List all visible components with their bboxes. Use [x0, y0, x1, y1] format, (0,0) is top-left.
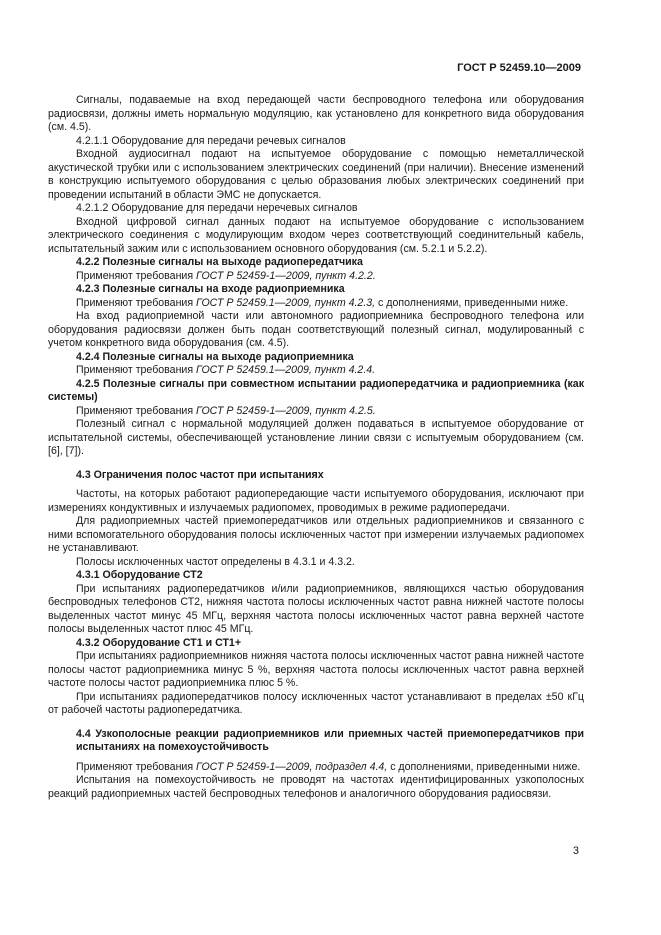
paragraph: Входной аудиосигнал подают на испытуемое оборудование с помощью неметаллической акустической трубки или с использованием электрических соединений (при наличии). Внесение изменений в конструкцию испытуемого оборудования с целью образования любых электрических соединений при проведении испытаний в области ЭМС не допускается.	[48, 148, 584, 201]
document-body	[48, 94, 584, 801]
paragraph: Полосы исключенных частот определены в 4.3.1 и 4.3.2.	[76, 555, 355, 568]
standard-reference: ГОСТ Р 52459-1—2009, пункт 4.2.2.	[196, 269, 376, 282]
section-heading: 4.4 Узкополосные реакции радиоприемников или приемных частей приемопередатчиков при испытаниях на помехоустойчивость	[76, 727, 584, 753]
section-heading: 4.3.1 Оборудование СТ2	[76, 569, 203, 581]
paragraph-text: Применяют требования	[76, 364, 197, 376]
paragraph: Для радиоприемных частей приемопередатчиков или отдельных радиоприемников и связанного с ними вспомогательного оборудования полосы исключенных частот при измерении излучаемых радиопомех не устанавливают.	[48, 515, 584, 554]
paragraph-text: Применяют требования	[76, 296, 197, 309]
standard-reference: ГОСТ Р 52459.1—2009, пункт 4.2.4.	[196, 364, 376, 376]
section-heading: 4.2.3 Полезные сигналы на входе радиоприемника	[76, 283, 345, 295]
paragraph: Испытания на помехоустойчивость не проводят на частотах идентифицированных узкополосных реакций радиоприемных частей беспроводных телефонов и аналогичного оборудования радиосвязи.	[48, 774, 584, 800]
standard-reference: ГОСТ Р 52459-1—2009, подраздел 4.4,	[196, 760, 388, 773]
paragraph-text: Применяют требования	[76, 404, 197, 417]
document-header: ГОСТ Р 52459.10—2009	[457, 62, 581, 74]
section-heading: 4.2.4 Полезные сигналы на выходе радиоприемника	[76, 350, 354, 363]
section-heading: 4.2.5 Полезные сигналы при совместном испытании радиопередатчика и радиоприемника (как системы)	[48, 377, 584, 403]
standard-reference: ГОСТ Р 52459.1—2009, пункт 4.2.3,	[196, 296, 376, 309]
paragraph: Сигналы, подаваемые на вход передающей части беспроводного телефона или оборудования радиосвязи, должны иметь нормальную модуляцию, как установлено для конкретного вида оборудования (см. 4.5).	[48, 94, 584, 133]
paragraph: Входной цифровой сигнал данных подают на испытуемое оборудование с использованием электрического соединения с модулирующим входом через соответствующий соединительный кабель, испытательный зажим или с использованием основного оборудования (см. 5.2.1 и 5.2.2).	[48, 215, 584, 255]
paragraph: При испытаниях радиопередатчиков и/или радиоприемников, являющихся частью оборудования беспроводных телефонов СТ2, нижняя частота полосы исключенных частот равна нижней частоте полосы выделенных частот минус 45 МГц, верхняя частота полосы исключенных частот равна верхней частоте полосы выделенных частот плюс 45 МГц.	[48, 582, 584, 635]
paragraph: При испытаниях радиопередатчиков полосу исключенных частот устанавливают в пределах ±50 кГц от рабочей частоты радиопередатчика.	[48, 690, 584, 716]
subsection-heading: 4.2.1.2 Оборудование для передачи неречевых сигналов	[76, 202, 358, 214]
section-heading: 4.3.2 Оборудование СТ1 и СТ1+	[76, 636, 242, 649]
paragraph-text: Применяют требования	[76, 269, 197, 282]
paragraph: Частоты, на которых работают радиопередающие части испытуемого оборудования, исключают при измерениях кондуктивных и излучаемых радиопомех, проводимых в режиме радиопередачи.	[48, 488, 584, 514]
paragraph	[48, 364, 584, 378]
paragraph	[48, 405, 584, 419]
paragraph	[48, 297, 584, 311]
paragraph-text: с дополнениями, приведенными ниже.	[375, 296, 569, 309]
paragraph	[48, 761, 584, 775]
paragraph-text: Применяют требования	[76, 760, 197, 773]
section-heading: 4.3 Ограничения полос частот при испытаниях	[76, 468, 324, 481]
paragraph-text: с дополнениями, приведенными ниже.	[387, 760, 581, 773]
paragraph	[48, 270, 584, 284]
paragraph: На вход радиоприемной части или автономного радиоприемника беспроводного телефона или оборудования радиосвязи должен быть подан соответствующий полезный сигнал, модулированный с учетом конкретного вида оборудования (см. 4.5).	[48, 310, 584, 349]
page-number: 3	[572, 845, 579, 857]
subsection-heading: 4.2.1.1 Оборудование для передачи речевых сигналов	[76, 134, 346, 147]
standard-reference: ГОСТ Р 52459-1—2009, пункт 4.2.5.	[196, 404, 376, 417]
section-heading: 4.2.2 Полезные сигналы на выходе радиопередатчика	[76, 256, 363, 268]
paragraph: Полезный сигнал с нормальной модуляцией должен подаваться в испытуемое оборудование от испытательной системы, обеспечивающей установление линии связи с испытуемым оборудованием (см. [6], [7]).	[48, 418, 584, 457]
paragraph: При испытаниях радиоприемников нижняя частота полосы исключенных частот равна нижней частоте полосы частот радиоприемника минус 5 %, верхняя частота полосы исключенных частот равна верхней частоте полосы частот радиоприемника плюс 5 %.	[48, 650, 584, 689]
